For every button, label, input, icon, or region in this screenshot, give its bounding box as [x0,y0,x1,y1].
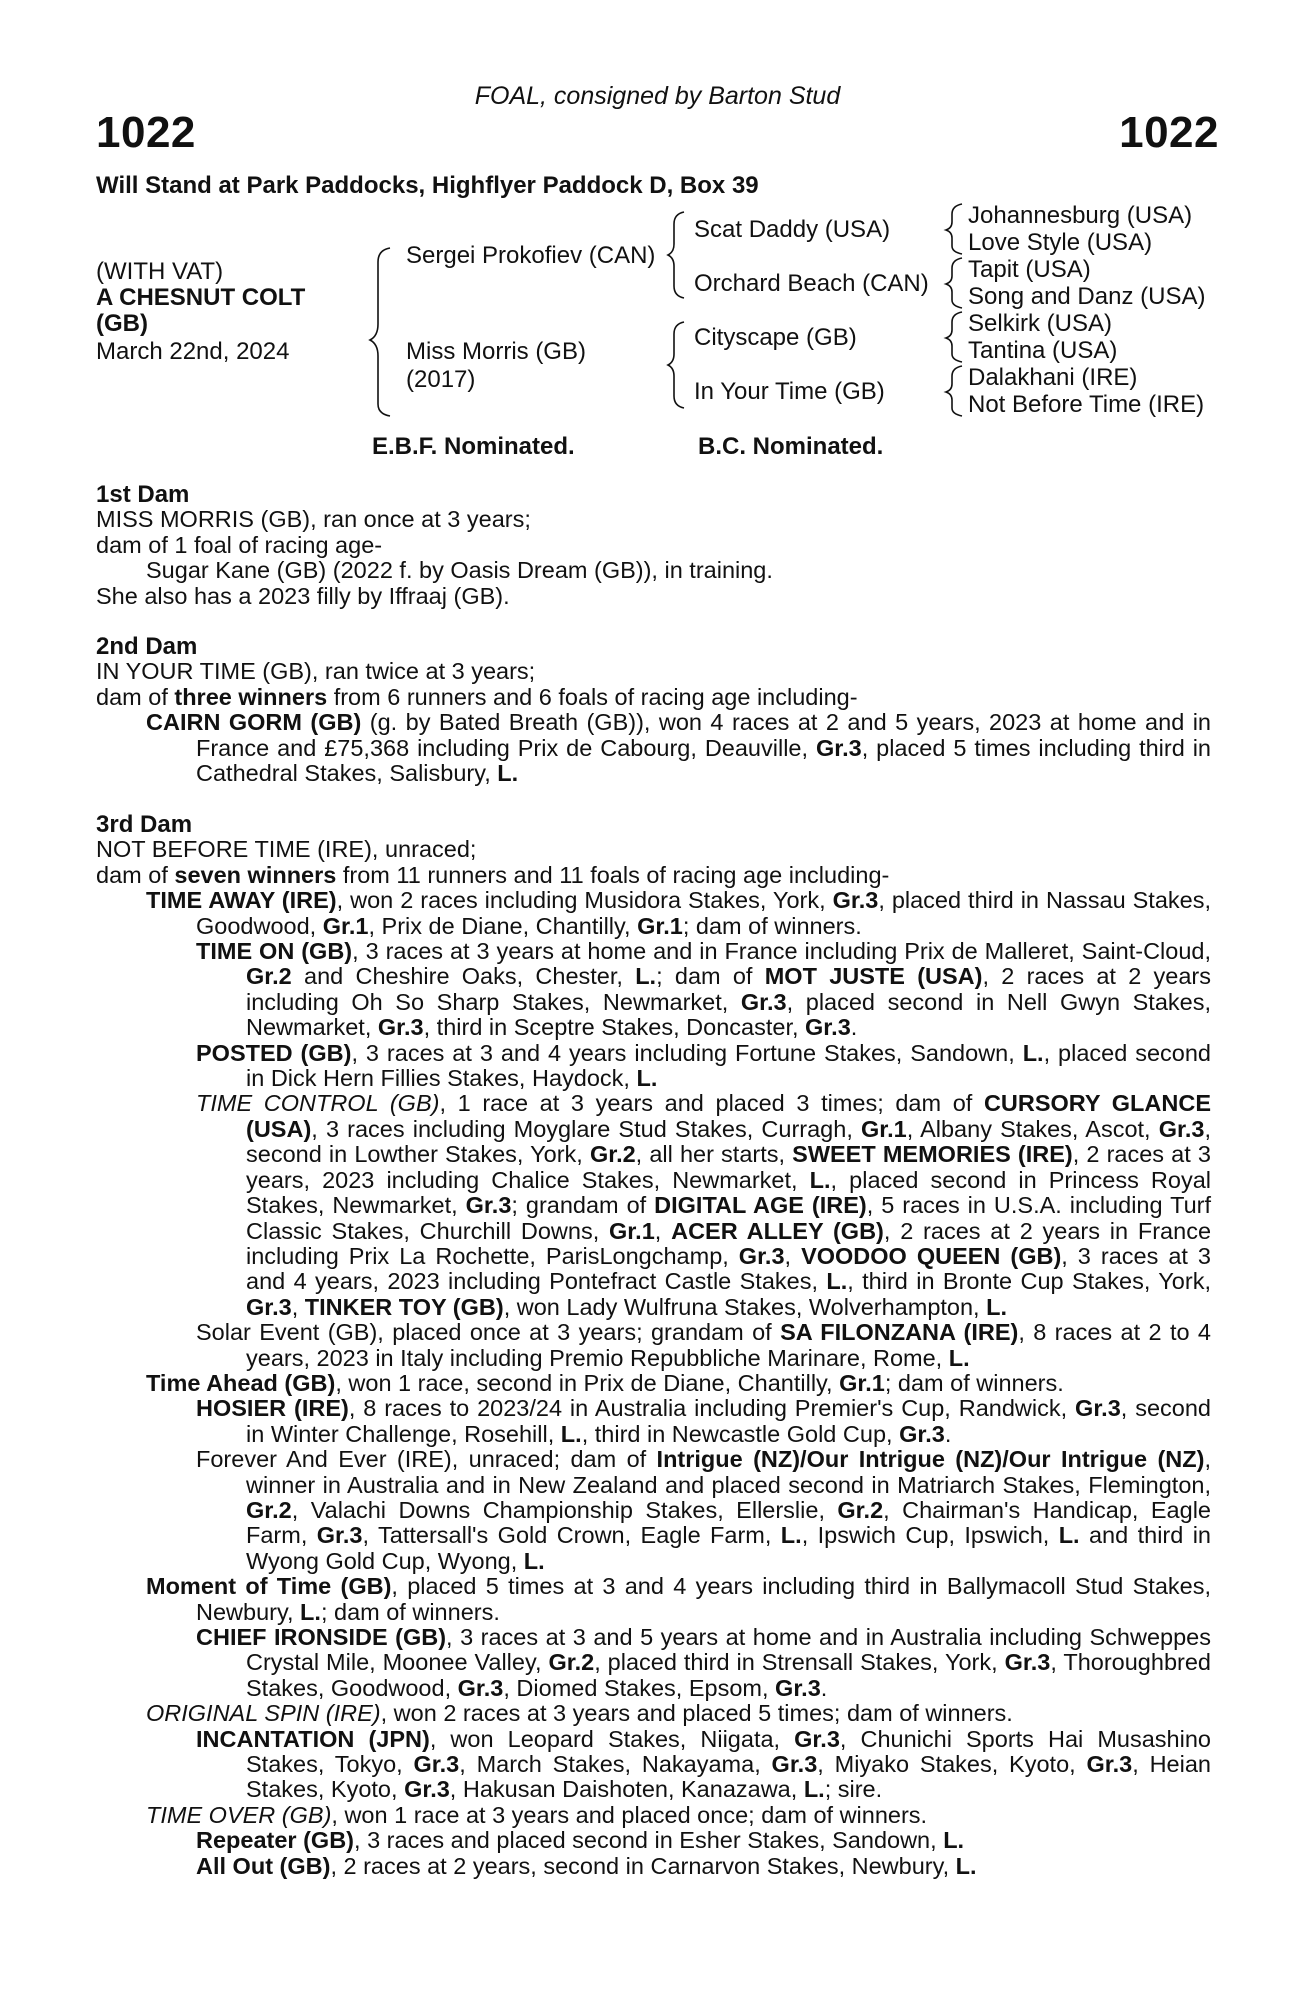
produce-entry: TIME ON (GB), 3 races at 3 years at home and in France including Prix de Malleret, Saint-Cloud, Gr.2 and Cheshire Oaks, Chester, L.; dam of MOT JUSTE (USA), 2 races at 2 years including Oh So Sharp Stakes, Newmarket, Gr.3, placed second in Nell Gwyn Stakes, Newmarket, Gr.3, third in Sceptre Stakes, Doncaster, Gr.3. [196,938,1211,1041]
produce-entry: Solar Event (GB), placed once at 3 years; grandam of SA FILONZANA (IRE), 8 races at 2 to 4 years, 2023 in Italy including Premio Repubbliche Marinare, Rome, L. [196,1319,1211,1371]
stand-location: Will Stand at Park Paddocks, Highflyer Paddock D, Box 39 [96,172,759,199]
horse-name: A CHESNUT COLT [96,284,306,311]
produce-entry: Repeater (GB), 3 races and placed second in Esher Stakes, Sandown, L. [196,1827,965,1854]
produce-entry: Time Ahead (GB), won 1 race, second in Prix de Diane, Chantilly, Gr.1; dam of winners. [146,1369,1064,1396]
second-dam-line: dam of three winners from 6 runners and 6 foals of racing age including- [96,683,858,710]
produce-entry: ORIGINAL SPIN (IRE), won 2 races at 3 years and placed 5 times; dam of winners. [146,1700,1013,1727]
consignment-line: FOAL, consigned by Barton Stud [474,82,841,110]
second-dam-line: IN YOUR TIME (GB), ran twice at 3 years; [96,658,536,685]
produce-entry: HOSIER (IRE), 8 races to 2023/24 in Australia including Premier's Cup, Randwick, Gr.3, second in Winter Challenge, Rosehill, L., third in Newcastle Gold Cup, Gr.3. [196,1395,1211,1447]
produce-entry: All Out (GB), 2 races at 2 years, second in Carnarvon Stakes, Newbury, L. [196,1852,977,1879]
lot-number-right: 1022 [1119,108,1219,157]
second-dam-heading: 2nd Dam [96,633,198,660]
gg-4: Song and Danz (USA) [968,283,1206,310]
foaling-date: March 22nd, 2024 [96,338,290,365]
first-dam-produce: Sugar Kane (GB) (2022 f. by Oasis Dream (GB)), in training. [146,557,773,584]
gg-8: Not Before Time (IRE) [968,391,1205,418]
ebf-nominated: E.B.F. Nominated. [372,433,575,460]
produce-entry: Moment of Time (GB), placed 5 times at 3 and 4 years including third in Ballymacoll Stud Stakes, Newbury, L.; dam of winners. [146,1573,1212,1625]
bc-nominated: B.C. Nominated. [698,433,884,460]
produce-entry: CHIEF IRONSIDE (GB), 3 races at 3 and 5 years at home and in Australia including Schweppes Crystal Mile, Moonee Valley, Gr.2, placed third in Strensall Stakes, York, Gr.3, Thoroughbred Stakes, Goodwood, Gr.3, Diomed Stakes, Epsom, Gr.3. [196,1624,1211,1701]
vat-note: (WITH VAT) [96,258,224,285]
sire-sire: Scat Daddy (USA) [694,216,891,243]
dam-dam: In Your Time (GB) [694,378,885,405]
sire: Sergei Prokofiev (CAN) [406,242,656,269]
gg-6: Tantina (USA) [968,337,1118,364]
second-dam-section [96,634,1211,786]
first-dam-heading: 1st Dam [96,481,190,508]
gg-5: Selkirk (USA) [968,310,1113,337]
gg-3: Tapit (USA) [968,256,1091,283]
third-dam-section [96,812,1211,1879]
dam-sire: Cityscape (GB) [694,324,857,351]
dam: Miss Morris (GB) [406,338,586,365]
third-dam-line: dam of seven winners from 11 runners and 11 foals of racing age including- [96,861,890,888]
first-dam-section [96,482,1211,609]
produce-entry: POSTED (GB), 3 races at 3 and 4 years including Fortune Stakes, Sandown, L., placed second in Dick Hern Fillies Stakes, Haydock, L. [196,1039,1212,1092]
first-dam-line: She also has a 2023 filly by Iffraaj (GB). [96,582,510,609]
first-dam-line: dam of 1 foal of racing age- [96,531,383,558]
gg-1: Johannesburg (USA) [968,202,1193,229]
horse-name-country: (GB) [96,310,148,337]
third-dam-line: NOT BEFORE TIME (IRE), unraced; [96,836,477,863]
produce-entry: TIME OVER (GB), won 1 race at 3 years and placed once; dam of winners. [146,1801,928,1828]
gg-2: Love Style (USA) [968,229,1153,256]
produce-entry: TIME CONTROL (GB), 1 race at 3 years and placed 3 times; dam of CURSORY GLANCE (USA), 3 races including Moyglare Stud Stakes, Curragh, Gr.1, Albany Stakes, Ascot, Gr.3, second in Lowther Stakes, York, Gr.2, all her starts, SWEET MEMORIES (IRE), 2 races at 3 years, 2023 including Chalice Stakes, Newmarket, L., placed second in Princess Royal Stakes, Newmarket, Gr.3; grandam of DIGITAL AGE (IRE), 5 races in U.S.A. including Turf Classic Stakes, Churchill Downs, Gr.1, ACER ALLEY (GB), 2 races at 2 years in France including Prix La Rochette, ParisLongchamp, Gr.3, VOODOO QUEEN (GB), 3 races at 3 and 4 years, 2023 including Pontefract Castle Stakes, L., third in Bronte Cup Stakes, York, Gr.3, TINKER TOY (GB), won Lady Wulfruna Stakes, Wolverhampton, L. [196,1090,1212,1320]
third-dam-heading: 3rd Dam [96,811,193,838]
lot-number-left: 1022 [96,108,196,157]
gg-7: Dalakhani (IRE) [968,364,1138,391]
produce-entry: Forever And Ever (IRE), unraced; dam of Intrigue (NZ)/Our Intrigue (NZ)/Our Intrigue (NZ), winner in Australia and in New Zealand and placed second in Matriarch Stakes, Flemington, Gr.2, Valachi Downs Championship Stakes, Ellerslie, Gr.2, Chairman's Handicap, Eagle Farm, Gr.3, Tattersall's Gold Crown, Eagle Farm, L., Ipswich Cup, Ipswich, L. and third in Wyong Gold Cup, Wyong, L. [196,1446,1211,1574]
produce-entry: CAIRN GORM (GB) (g. by Bated Breath (GB)), won 4 races at 2 and 5 years, 2023 at home and in France and £75,368 including Prix de Cabourg, Deauville, Gr.3, placed 5 times including third in Cathedral Stakes, Salisbury, L. [146,709,1212,787]
dam-year: (2017) [406,366,476,393]
sire-dam: Orchard Beach (CAN) [694,270,929,297]
first-dam-line: MISS MORRIS (GB), ran once at 3 years; [96,506,531,533]
produce-entry: TIME AWAY (IRE), won 2 races including Musidora Stakes, York, Gr.3, placed third in Nassau Stakes, Goodwood, Gr.1, Prix de Diane, Chantilly, Gr.1; dam of winners. [146,887,1211,939]
produce-entry: INCANTATION (JPN), won Leopard Stakes, Niigata, Gr.3, Chunichi Sports Hai Musashino Stakes, Tokyo, Gr.3, March Stakes, Nakayama, Gr.3, Miyako Stakes, Kyoto, Gr.3, Heian Stakes, Kyoto, Gr.3, Hakusan Daishoten, Kanazawa, L.; sire. [196,1725,1211,1803]
